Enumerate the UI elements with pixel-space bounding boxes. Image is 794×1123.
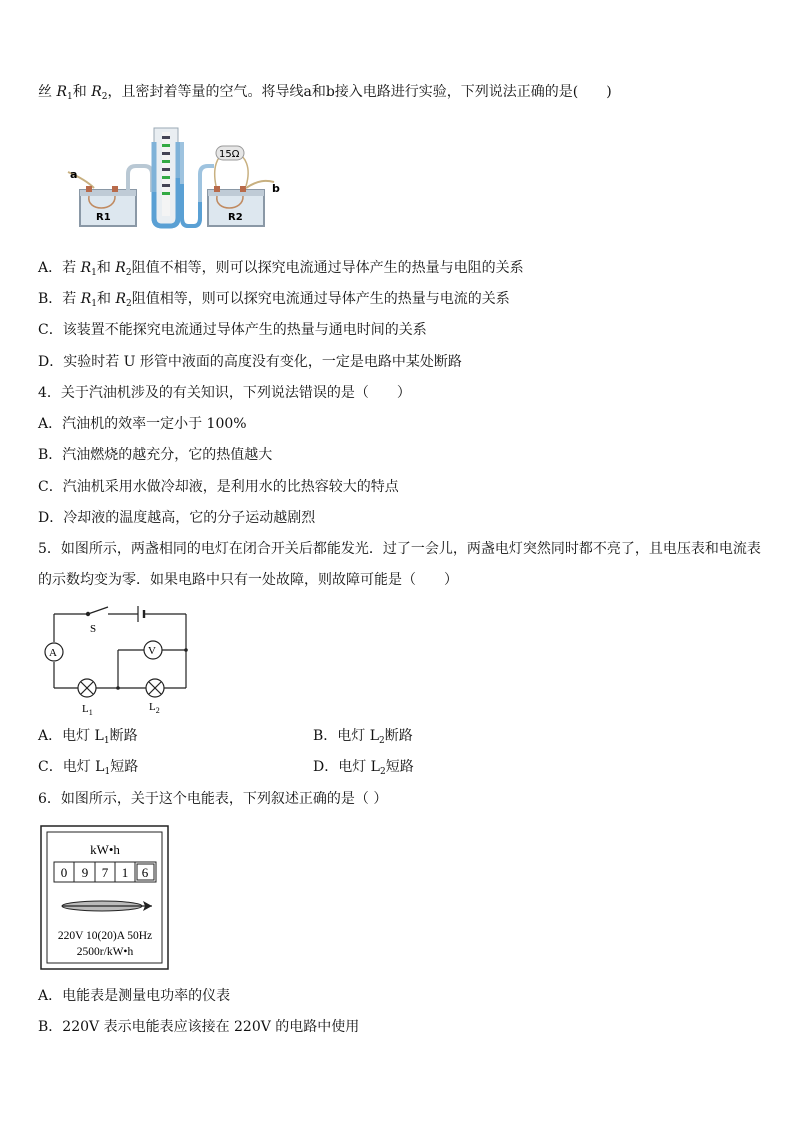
q6-option-b: B．220V 表示电能表应该接在 220V 的电路中使用 xyxy=(38,1019,360,1035)
wire-a-label: a xyxy=(70,168,78,181)
q3-option-b: B．若 $R_1$和 $R_2$阻值相等，则可以探究电流通过导体产生的热量与电流的关系 xyxy=(38,291,510,309)
meter-digit-4: 1 xyxy=(121,865,129,880)
meter-unit-label: kW•h xyxy=(90,842,120,857)
q5-stem-line2: 的示数均变为零．如果电路中只有一处故障，则故障可能是（ ） xyxy=(38,572,458,588)
q4-option-a: A．汽油机的效率一定小于 100% xyxy=(38,416,247,432)
meter-rating-label: 220V 10(20)A 50Hz xyxy=(57,930,153,942)
q6-stem: 6．如图所示，关于这个电能表，下列叙述正确的是（ ） xyxy=(38,791,388,807)
q4-stem: 4．关于汽油机涉及的有关知识，下列说法错误的是（ ） xyxy=(38,385,411,401)
ammeter-icon: A xyxy=(49,647,57,659)
energy-meter-figure xyxy=(40,825,170,971)
lamp-l1-label: $L_1$ xyxy=(82,703,93,717)
meter-digit-5: 6 xyxy=(141,865,149,880)
q3-option-a: A．若 $R_1$和 $R_2$阻值不相等，则可以探究电流通过导体产生的热量与电阻的关系 xyxy=(38,260,524,278)
q3-option-d: D．实验时若 U 形管中液面的高度没有变化，一定是电路中某处断路 xyxy=(38,354,462,370)
q6-option-a: A．电能表是测量电功率的仪表 xyxy=(38,988,231,1004)
switch-label: S xyxy=(90,623,97,635)
q5-option-a: A．电灯 $L_1$断路 xyxy=(38,728,138,746)
meter-constant-label: 2500r/kW•h xyxy=(76,946,134,958)
q5-option-d: D．电灯 $L_2$短路 xyxy=(313,759,414,777)
q3-option-c: C．该装置不能探究电流通过导体产生的热量与通电时间的关系 xyxy=(38,322,427,338)
q5-option-c: C．电灯 $L_1$短路 xyxy=(38,759,139,777)
q5-stem-line1: 5．如图所示，两盏相同的电灯在闭合开关后都能发光．过了一会儿，两盏电灯突然同时都不亮了，且电压表和电流表 xyxy=(38,541,761,557)
q4-option-b: B．汽油燃烧的越充分，它的热值越大 xyxy=(38,447,273,463)
q4-option-d: D．冷却液的温度越高，它的分子运动越剧烈 xyxy=(38,510,316,526)
lamp-l2-label: $L_2$ xyxy=(149,701,160,715)
resistor-15-ohm-label: 15Ω xyxy=(219,149,240,160)
voltmeter-icon: V xyxy=(148,645,156,657)
q4-option-c: C．汽油机采用水做冷却液，是利用水的比热容较大的特点 xyxy=(38,479,399,495)
meter-digit-2: 9 xyxy=(81,865,89,880)
meter-digit-3: 7 xyxy=(101,865,109,880)
wire-b-label: b xyxy=(272,182,280,195)
r1-container-label: R1 xyxy=(96,212,111,223)
joule-heating-apparatus-figure xyxy=(62,122,292,230)
r2-container-label: R2 xyxy=(228,212,243,223)
meter-digit-1: 0 xyxy=(60,865,68,880)
q5-option-b: B．电灯 $L_2$断路 xyxy=(313,728,413,746)
q3-stem: 丝 $R_1$和 $R_2$，且密封着等量的空气。将导线a和b接入电路进行实验，下列说法正确的是( ) xyxy=(38,84,612,102)
circuit-diagram xyxy=(38,602,198,720)
